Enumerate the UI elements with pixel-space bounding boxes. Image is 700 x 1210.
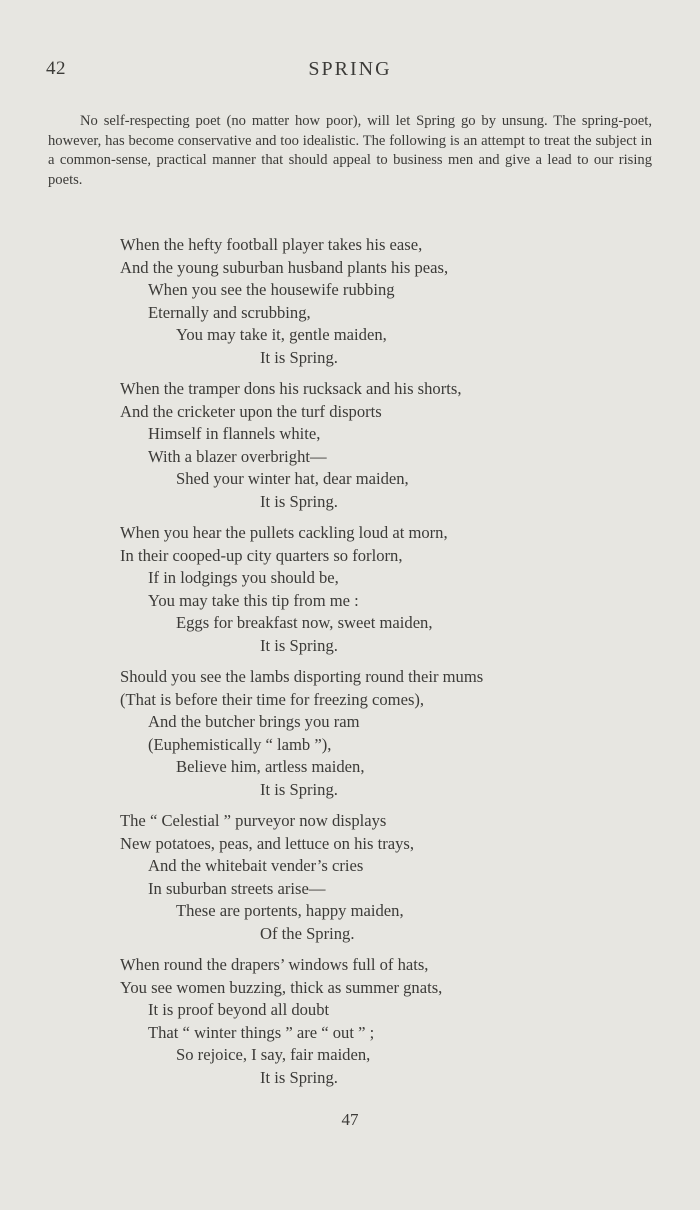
poem-refrain: Of the Spring. [260, 923, 355, 943]
poem-line: And the cricketer upon the turf disports [120, 401, 382, 421]
poem-line: That “ winter things ” are “ out ” ; [148, 1022, 375, 1042]
poem-line: With a blazer overbright— [148, 446, 327, 466]
poem-refrain: It is Spring. [260, 635, 338, 655]
poem-line: You see women buzzing, thick as summer gnats, [120, 977, 443, 997]
poem-line: (Euphemistically “ lamb ”), [148, 734, 332, 754]
poem-line: When you see the housewife rubbing [148, 280, 395, 300]
poem-line: If in lodgings you should be, [148, 568, 339, 588]
poem-line: When the hefty football player takes his ease, [120, 235, 423, 254]
poem-line: In their cooped-up city quarters so forlorn, [120, 545, 403, 565]
poem-line: It is proof beyond all doubt [148, 1000, 330, 1020]
folio-number: 42 [46, 58, 66, 79]
poem-line: Believe him, artless maiden, [176, 757, 365, 777]
page-number: 47 [341, 1110, 359, 1129]
poem-line: So rejoice, I say, fair maiden, [176, 1045, 371, 1065]
stanza-5 [120, 810, 640, 954]
poem-line: Eggs for breakfast now, sweet maiden, [176, 613, 433, 633]
poem-line: New potatoes, peas, and lettuce on his trays, [120, 833, 414, 853]
poem-refrain: It is Spring. [260, 1067, 338, 1087]
stanza-4 [120, 666, 640, 810]
poem-line: (That is before their time for freezing comes), [120, 689, 425, 709]
poem-line: Shed your winter hat, dear maiden, [176, 469, 409, 489]
running-head-title: SPRING [308, 58, 392, 80]
poem-line: Should you see the lambs disporting round their mums [120, 667, 484, 686]
poem-line: In suburban streets arise— [148, 878, 326, 898]
poem-line: These are portents, happy maiden, [176, 901, 404, 921]
poem [120, 234, 640, 1098]
poem-line: Eternally and scrubbing, [148, 302, 311, 322]
stanza-6 [120, 954, 640, 1098]
poem-line: Himself in flannels white, [148, 424, 321, 444]
stanza-1 [120, 234, 640, 378]
poem-line: The “ Celestial ” purveyor now displays [120, 811, 387, 830]
intro-paragraph: No self-respecting poet (no matter how poor), will let Spring go by unsung. The spring-poet, however, has become conservative and too idealistic. The following is an attempt to treat the subject in a common-sense, practical manner that should appeal to business men and give a lead to our rising poets. [48, 113, 652, 188]
poem-line: And the young suburban husband plants his peas, [120, 257, 449, 277]
poem-refrain: It is Spring. [260, 347, 338, 367]
poem-refrain: It is Spring. [260, 491, 338, 511]
poem-line: When the tramper dons his rucksack and his shorts, [120, 379, 462, 398]
poem-line: When round the drapers’ windows full of hats, [120, 955, 429, 974]
poem-line: You may take this tip from me : [148, 590, 359, 610]
poem-line: And the whitebait vender’s cries [148, 856, 364, 876]
poem-line: When you hear the pullets cackling loud at morn, [120, 523, 448, 542]
poem-refrain: It is Spring. [260, 779, 338, 799]
poem-line: And the butcher brings you ram [148, 712, 360, 732]
stanza-3 [120, 522, 640, 666]
poem-line: You may take it, gentle maiden, [176, 325, 387, 345]
stanza-2 [120, 378, 640, 522]
